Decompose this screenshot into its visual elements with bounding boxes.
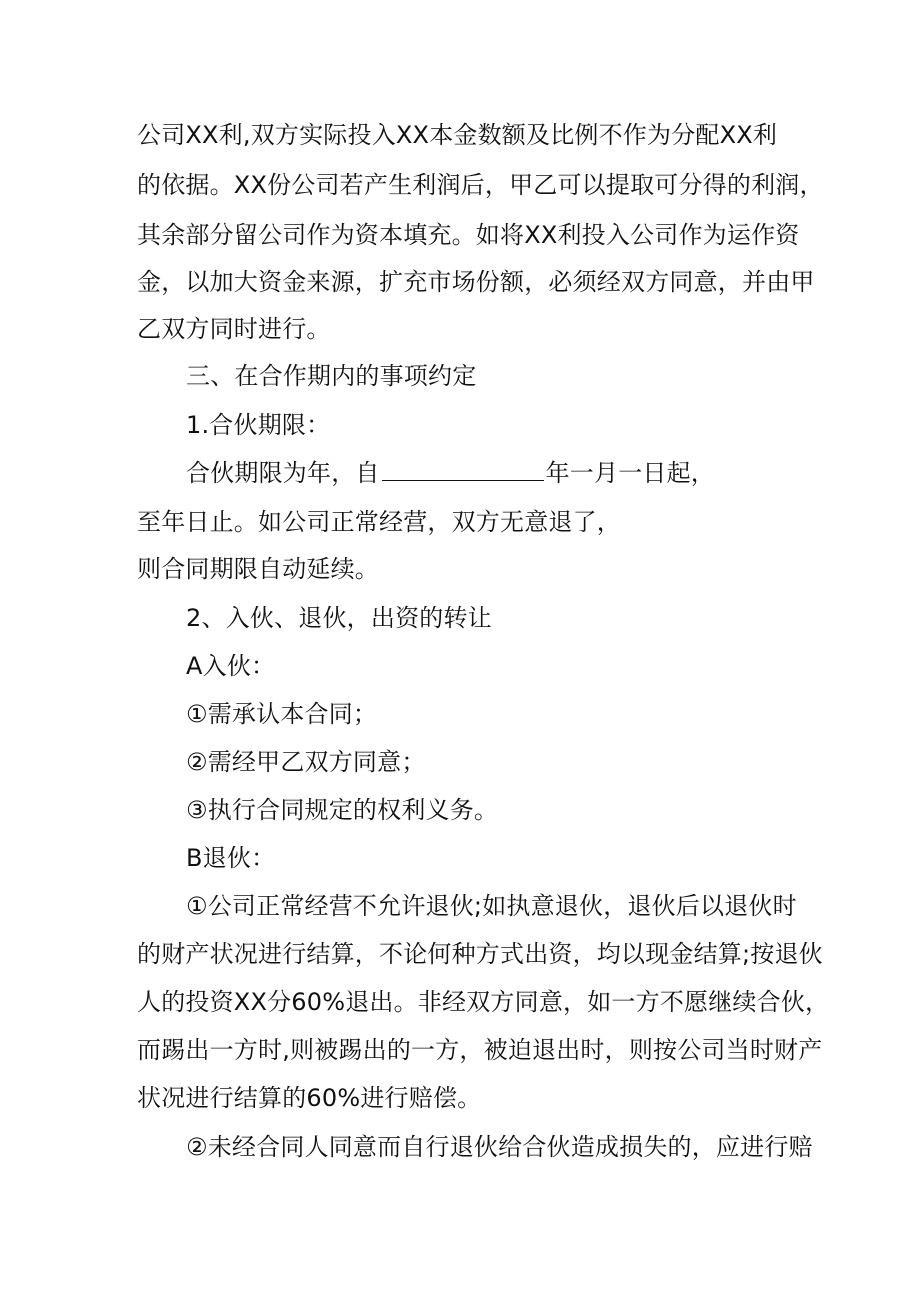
blank-underline [382, 458, 544, 481]
paragraph-line: 乙双方同时进行。 [137, 315, 331, 343]
list-heading: B退伙： [186, 844, 276, 872]
paragraph-line: 则合同期限自动延续。 [137, 555, 379, 583]
paragraph-line: 而踢出一方时,则被踢出的一方，被迫退出时，则按公司当时财产 [137, 1036, 823, 1064]
paragraph-line: ①公司正常经营不允许退伙;如执意退伙，退伙后以退伙时 [186, 892, 797, 920]
list-item: ③执行合同规定的权利义务。 [186, 796, 499, 824]
list-item: ②需经甲乙双方同意； [186, 748, 426, 776]
paragraph-line: 公司XX利,双方实际投入XX本金数额及比例不作为分配XX利 [137, 121, 778, 149]
list-heading: A入伙： [186, 652, 276, 680]
section-heading: 三、在合作期内的事项约定 [186, 362, 477, 390]
paragraph-line: 人的投资XX分60%退出。非经双方同意，如一方不愿继续合伙， [137, 988, 830, 1016]
paragraph-line: 至年日止。如公司正常经营，双方无意退了， [137, 508, 621, 536]
subsection-heading: 2、入伙、退伙，出资的转让 [186, 604, 492, 632]
term-line [186, 456, 846, 490]
paragraph-line: 的依据。XX份公司若产生利润后，甲乙可以提取可分得的利润， [137, 171, 824, 199]
paragraph-line: ②未经合同人同意而自行退伙给合伙造成损失的，应进行赔 [186, 1133, 813, 1161]
paragraph-line: 状况进行结算的60%进行赔偿。 [137, 1084, 482, 1112]
subsection-heading: 1.合伙期限： [186, 411, 331, 439]
paragraph-line: 其余部分留公司作为资本填充。如将XX利投入公司作为运作资 [137, 221, 800, 249]
paragraph-line: 金，以加大资金来源，扩充市场份额，必须经双方同意，并由甲 [137, 268, 815, 296]
list-item: ①需承认本合同； [186, 700, 378, 728]
term-suffix: 年一月一日起， [545, 459, 716, 487]
paragraph-line: 的财产状况进行结算，不论何种方式出资，均以现金结算;按退伙 [137, 940, 823, 968]
term-prefix: 合伙期限为年，自 [186, 459, 380, 487]
